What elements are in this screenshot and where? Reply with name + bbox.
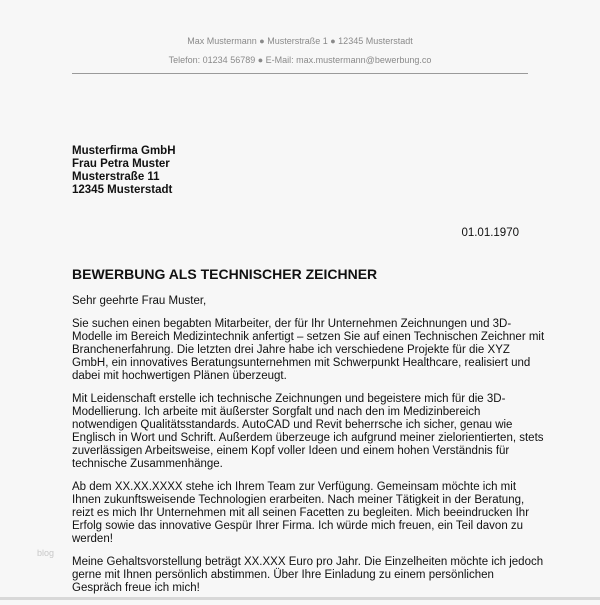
paragraph-line: Modellierung. Ich arbeite mit äußerster Sorgfalt und nach den im Medizinbereich bbox=[72, 406, 481, 418]
letter-body bbox=[72, 295, 545, 605]
paragraph-line: GmbH, ein innovatives Beratungsunternehmen mit Schwerpunkt Healthcare, realisiert und bbox=[72, 357, 531, 369]
recipient-street: Musterstraße 11 bbox=[72, 171, 160, 183]
paragraph-line: Meine Gehaltsvorstellung beträgt XX.XXX Euro pro Jahr. Die Einzelheiten möchte ich jedoch bbox=[72, 556, 544, 568]
letter-subject: BEWERBUNG ALS TECHNISCHER ZEICHNER bbox=[72, 266, 378, 282]
sender-contact: Telefon: 01234 56789 ● E-Mail: max.mustermann@bewerbung.co bbox=[168, 55, 432, 65]
recipient-address bbox=[72, 145, 176, 197]
paragraph-line: Modelle im Bereich Medizintechnik anfertigt – setzen Sie auf einen Technischen Zeichner mit bbox=[72, 331, 545, 343]
paragraph bbox=[72, 481, 542, 546]
recipient-company: Musterfirma GmbH bbox=[72, 145, 176, 157]
paragraph bbox=[72, 556, 542, 595]
paragraph-line: Sie suchen einen begabten Mitarbeiter, der für Ihr Unternehmen Zeichnungen und 3D- bbox=[72, 318, 512, 330]
paragraph-line: Englisch in Wort und Schrift. Außerdem überzeuge ich aufgrund meiner zielorientierten, stets bbox=[72, 432, 544, 444]
paragraph-line: dabei mit hochwertigen Plänen überzeugt. bbox=[72, 370, 287, 382]
paragraph-line: Ihnen zukunftsweisende Technologien erarbeiten. Nach meiner Tätigkeit in der Beratung, bbox=[72, 494, 525, 506]
sender-address: Max Mustermann ● Musterstraße 1 ● 12345 Musterstadt bbox=[187, 36, 413, 46]
recipient-name: Frau Petra Muster bbox=[72, 158, 170, 170]
paragraph-line: zuverlässigen Arbeitsweise, einem Kopf voller Ideen und einem hohen Verständnis für bbox=[72, 445, 510, 457]
paragraph-line: Gespräch freue ich mich! bbox=[72, 582, 200, 594]
salutation: Sehr geehrte Frau Muster, bbox=[72, 295, 207, 307]
paragraph-line: reizt es mich Ihr Unternehmen mit all seinen Facetten zu begleiten. Mich beeindrucken Ihr bbox=[72, 507, 530, 519]
watermark: blog bbox=[37, 548, 55, 558]
header-divider bbox=[72, 73, 528, 74]
letter-date: 01.01.1970 bbox=[461, 227, 519, 239]
paragraph-line: gerne mit Ihnen persönlich abstimmen. Über Ihre Einladung zu einem persönlichen bbox=[72, 569, 494, 581]
paragraph-line: werden! bbox=[72, 533, 113, 545]
paragraph-line: Erfolg sowie das innovative Gespür Ihrer Firma. Ich würde mich freuen, ein Teil davon zu bbox=[72, 520, 524, 532]
paragraph-line: notwendigen Qualitätsstandards. AutoCAD und Revit beherrsche ich sicher, genau wie bbox=[72, 419, 513, 431]
paragraph-line: Mit Leidenschaft erstelle ich technische Zeichnungen und begeistere mich für die 3D- bbox=[72, 393, 506, 405]
recipient-city: 12345 Musterstadt bbox=[72, 184, 173, 196]
paragraph-line: technische Zusammenhänge. bbox=[72, 458, 223, 470]
paragraph-line: Branchenerfahrung. Die letzten drei Jahre habe ich verschiedene Projekte für die XYZ bbox=[72, 344, 510, 356]
paragraph bbox=[72, 393, 542, 471]
paragraph bbox=[72, 318, 545, 383]
paragraph-line: Ab dem XX.XX.XXXX stehe ich Ihrem Team zur Verfügung. Gemeinsam möchte ich mit bbox=[72, 481, 517, 493]
